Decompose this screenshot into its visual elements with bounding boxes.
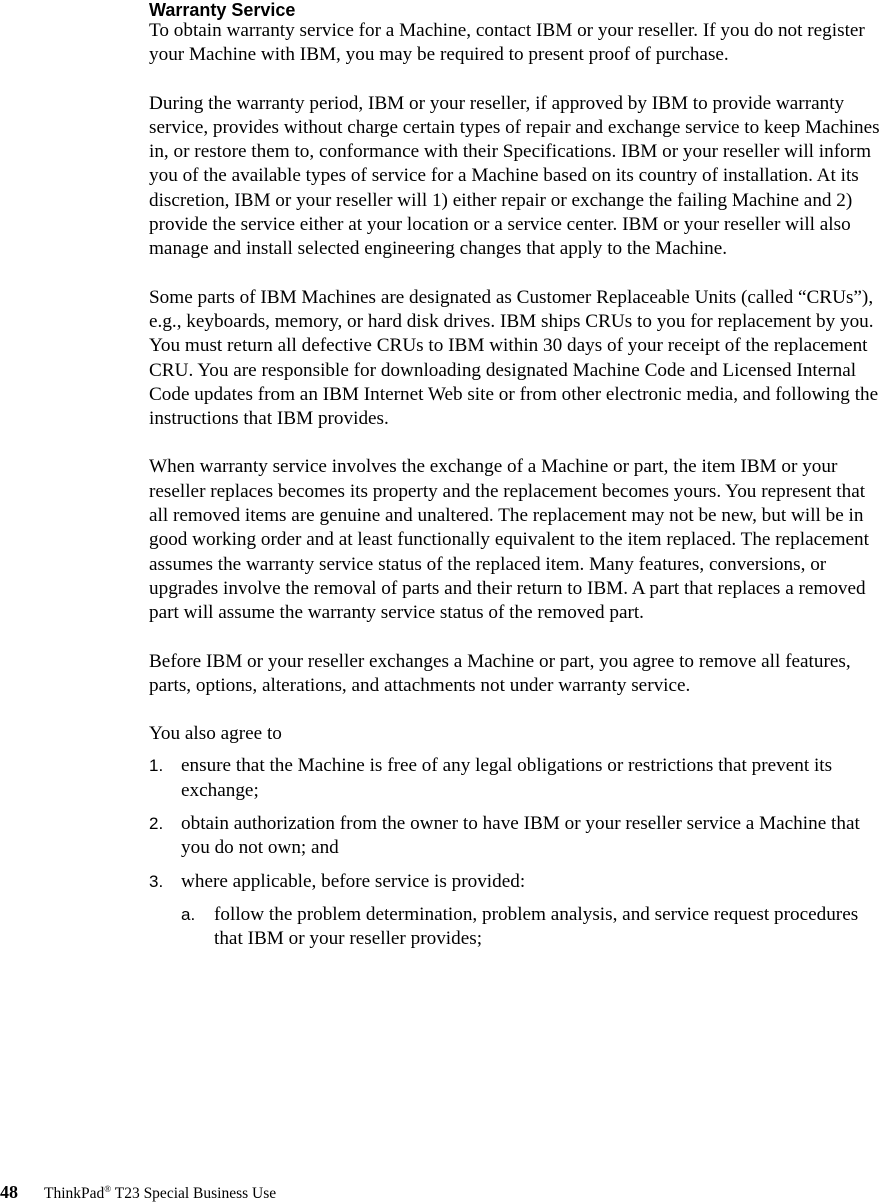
section-title: Warranty Service [149,0,296,20]
sub-list [181,903,887,952]
paragraph-before-exchange: Before IBM or your reseller exchanges a Machine or part, you agree to remove all features, parts, options, alterations, and attachments not under warranty service. [149,650,851,696]
agree-intro: You also agree to [149,723,282,745]
footer-product: ThinkPad [44,1185,105,1202]
paragraph-warranty-period: During the warranty period, IBM or your reseller, if approved by IBM to provide warranty service, provides without charge certain types of repair and exchange service to keep Machines in, or restore them to, conformance with their Specifications. IBM or your reseller will inform you of the available types of service for a Machine based on its country of installation. At its discretion, IBM or your reseller will 1) either repair or exchange the failing Machine and 2) provide the service either at your location or a service center. IBM or your reseller will also manage and install selected engineering changes that apply to the Machine. [149,92,880,260]
paragraph-obtain-service: To obtain warranty service for a Machine, contact IBM or your reseller. If you do not register your Machine with IBM, you may be required to present proof of purchase. [149,20,865,66]
paragraph-crus: Some parts of IBM Machines are designated as Customer Replaceable Units (called “CRUs”), e.g., keyboards, memory, or hard disk drives. IBM ships CRUs to you for replacement by you. You must return all defective CRUs to IBM within 30 days of your receipt of the replacement CRU. You are responsible for downloading designated Machine Code and Licensed Internal Code updates from an IBM Internet Web site or from other electronic media, and following the instructions that IBM provides. [149,286,879,430]
list-item-number: 1. [149,756,164,776]
list-item-number: 2. [149,814,164,834]
list-item [149,870,887,952]
page-number: 48 [0,1182,18,1202]
footer-title: T23 Special Business Use [111,1185,277,1202]
list-item-text: where applicable, before service is provided: [181,870,526,892]
agreement-list [149,754,887,951]
sub-list-item [181,903,887,952]
paragraph-exchange: When warranty service involves the exchange of a Machine or part, the item IBM or your reseller replaces becomes its property and the replacement becomes yours. You represent that all removed items are genuine and unaltered. The replacement may not be new, but will be in good working order and at least functionally equivalent to the item replaced. The replacement assumes the warranty service status of the replaced item. Many features, conversions, or upgrades involve the removal of parts and their return to IBM. A part that replaces a removed part will assume the warranty service status of the removed part. [149,456,869,624]
list-item [149,754,887,803]
list-item-text: ensure that the Machine is free of any legal obligations or restrictions that prevent its exchange; [181,755,833,801]
list-item-number: 3. [149,871,164,891]
list-item-text: obtain authorization from the owner to have IBM or your reseller service a Machine that you do not own; and [181,813,860,859]
document-page [149,0,887,961]
sub-list-item-letter: a. [181,904,196,924]
page-footer [0,1182,276,1204]
list-item [149,812,887,861]
sub-list-item-text: follow the problem determination, problem analysis, and service request procedures that IBM or your reseller provides; [214,903,859,950]
registered-mark: ® [104,1183,112,1194]
